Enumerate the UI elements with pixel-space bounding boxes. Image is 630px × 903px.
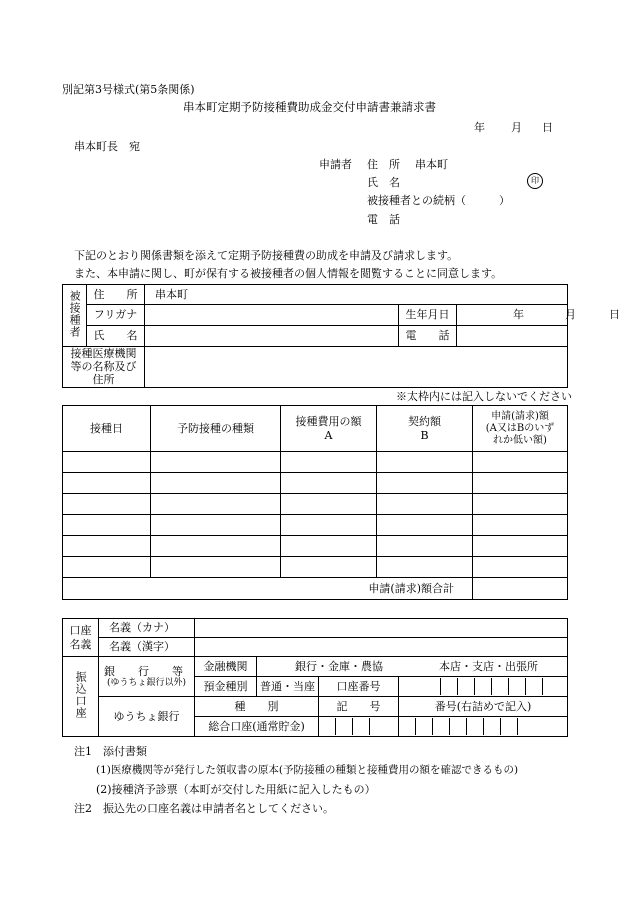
cell-contract[interactable] [377,536,473,557]
cell-contract[interactable] [377,515,473,536]
cell-claim[interactable] [473,515,568,536]
cell-date[interactable] [63,494,151,515]
kanji-label: 名義（漢字） [99,638,195,657]
applicant-address-label: 住 所 [367,158,400,171]
kana-label: 名義（カナ） [99,619,195,638]
holder-label: 口座名義 [63,619,99,657]
recipient-name-label: 氏 名 [87,326,145,347]
cell-cost[interactable] [281,515,377,536]
cell-claim[interactable] [473,473,568,494]
col-claim-amount: 申請(請求)額 (A又はBのいず れか低い額) [473,406,568,452]
recipient-side-label: 被接種者 [63,285,87,347]
recipient-birth-label: 生年月日 [399,305,457,326]
applicant-name-label: 氏 名 [367,176,400,189]
relation-label: 被接種者との続柄（ ） [367,194,510,207]
cell-cost[interactable] [281,473,377,494]
cell-contract[interactable] [377,557,473,578]
cell-vaccine[interactable] [151,494,281,515]
form-title: 串本町定期予防接種費助成金交付申請書兼請求書 [183,100,436,114]
intro-line-1: 下記のとおり関係書類を添えて定期予防接種費の助成を申請及び請求します。 [74,249,459,262]
applicant-address-value: 串本町 [415,158,448,171]
cell-cost[interactable] [281,452,377,473]
note-1-item-2: (2)接種済予診票（本町が交付した用紙に記入したもの） [96,783,376,796]
cell-date[interactable] [63,452,151,473]
cell-claim[interactable] [473,557,568,578]
transfer-label: 振込口座 [63,657,99,737]
cell-contract[interactable] [377,494,473,515]
date-day: 日 [542,121,553,134]
recipient-phone-label: 電 話 [399,326,457,347]
addressee: 串本町長 宛 [74,140,140,153]
total-label: 申請(請求)額合計 [63,578,473,600]
number-boxes[interactable] [399,717,568,737]
note-1-item-1: (1)医療機関等が発行した領収書の原本(予防接種の種類と接種費用の額を確認できるもの) [96,764,519,776]
cell-vaccine[interactable] [151,536,281,557]
cell-date[interactable] [63,473,151,494]
note-1-heading: 注1 添付書類 [74,745,147,758]
cell-vaccine[interactable] [151,473,281,494]
recipient-phone-field[interactable] [457,326,568,347]
cell-claim[interactable] [473,536,568,557]
bank-cell [99,657,195,697]
table-row [63,515,568,536]
applicant-label: 申請者 [319,158,352,171]
vaccination-table [62,405,568,600]
total-amount-field[interactable] [473,578,568,600]
account-no-label: 口座番号 [319,677,399,697]
bank-label: 銀 行 等 [104,664,189,678]
recipient-furigana-label: フリガナ [87,305,145,326]
kana-field[interactable] [195,619,568,638]
cell-claim[interactable] [473,494,568,515]
intro-line-2: また、本申請に関し、町が保有する被接種者の個人情報を閲覧することに同意します。 [74,267,503,280]
recipient-name-field[interactable] [145,326,399,347]
cell-vaccine[interactable] [151,515,281,536]
table-row [63,452,568,473]
note-2: 注2 振込先の口座名義は申請者名としてください。 [74,802,334,815]
recipient-birth-field[interactable] [457,305,620,326]
account-number-boxes[interactable] [399,677,568,697]
table-row [63,473,568,494]
col-vaccine-type: 予防接種の種類 [151,406,281,452]
institution-label: 金融機関 [195,657,257,677]
seal-mark: 印 [527,173,543,189]
form-number: 別記第3号様式(第5条関係) [62,83,195,96]
sogo-label: 総合口座(通常貯金) [195,717,319,737]
kanji-field[interactable] [195,638,568,657]
yucho-label: ゆうちょ銀行 [99,697,195,737]
cell-date[interactable] [63,536,151,557]
symbol-boxes[interactable] [319,717,399,737]
cell-date[interactable] [63,557,151,578]
cell-claim[interactable] [473,452,568,473]
date-month: 月 [511,121,522,134]
cell-cost[interactable] [281,536,377,557]
col-date: 接種日 [63,406,151,452]
cell-cost[interactable] [281,494,377,515]
institution-types: 銀行・金庫・農協 [295,659,383,673]
cell-date[interactable] [63,515,151,536]
recipient-furigana-field[interactable] [145,305,399,326]
birth-year-unit: 年 [513,308,524,321]
recipient-address-label: 住 所 [87,285,145,305]
cell-vaccine[interactable] [151,557,281,578]
cell-contract[interactable] [377,452,473,473]
number-label: 番号(右詰めで記入) [399,697,568,717]
vaccination-header-row [63,406,568,452]
clinic-field[interactable] [145,347,568,388]
bank-sub-label: (ゆうちょ銀行以外) [106,677,187,688]
date-year: 年 [474,121,485,134]
institution-field[interactable] [257,657,568,677]
cell-cost[interactable] [281,557,377,578]
cell-vaccine[interactable] [151,452,281,473]
table-row [63,536,568,557]
account-table [62,618,568,737]
clinic-label: 接種医療機関等の名称及び住所 [63,347,145,388]
deposit-label: 預金種別 [195,677,257,697]
kind-label: 種 別 [195,697,319,717]
recipient-table [62,284,620,388]
table-row [63,494,568,515]
deposit-types[interactable]: 普通・当座 [257,677,319,697]
applicant-phone-label: 電 話 [367,213,400,226]
symbol-label: 記 号 [319,697,399,717]
thick-frame-note: ※太枠内には記入しないでください [396,390,572,403]
birth-day-unit: 日 [609,308,620,321]
branch-types: 本店・支店・出張所 [439,659,538,673]
col-contract-b: 契約額 B [377,406,473,452]
birth-month-unit: 月 [565,308,576,321]
recipient-address-value[interactable]: 串本町 [145,285,568,305]
col-cost-a: 接種費用の額 A [281,406,377,452]
table-row [63,557,568,578]
cell-contract[interactable] [377,473,473,494]
